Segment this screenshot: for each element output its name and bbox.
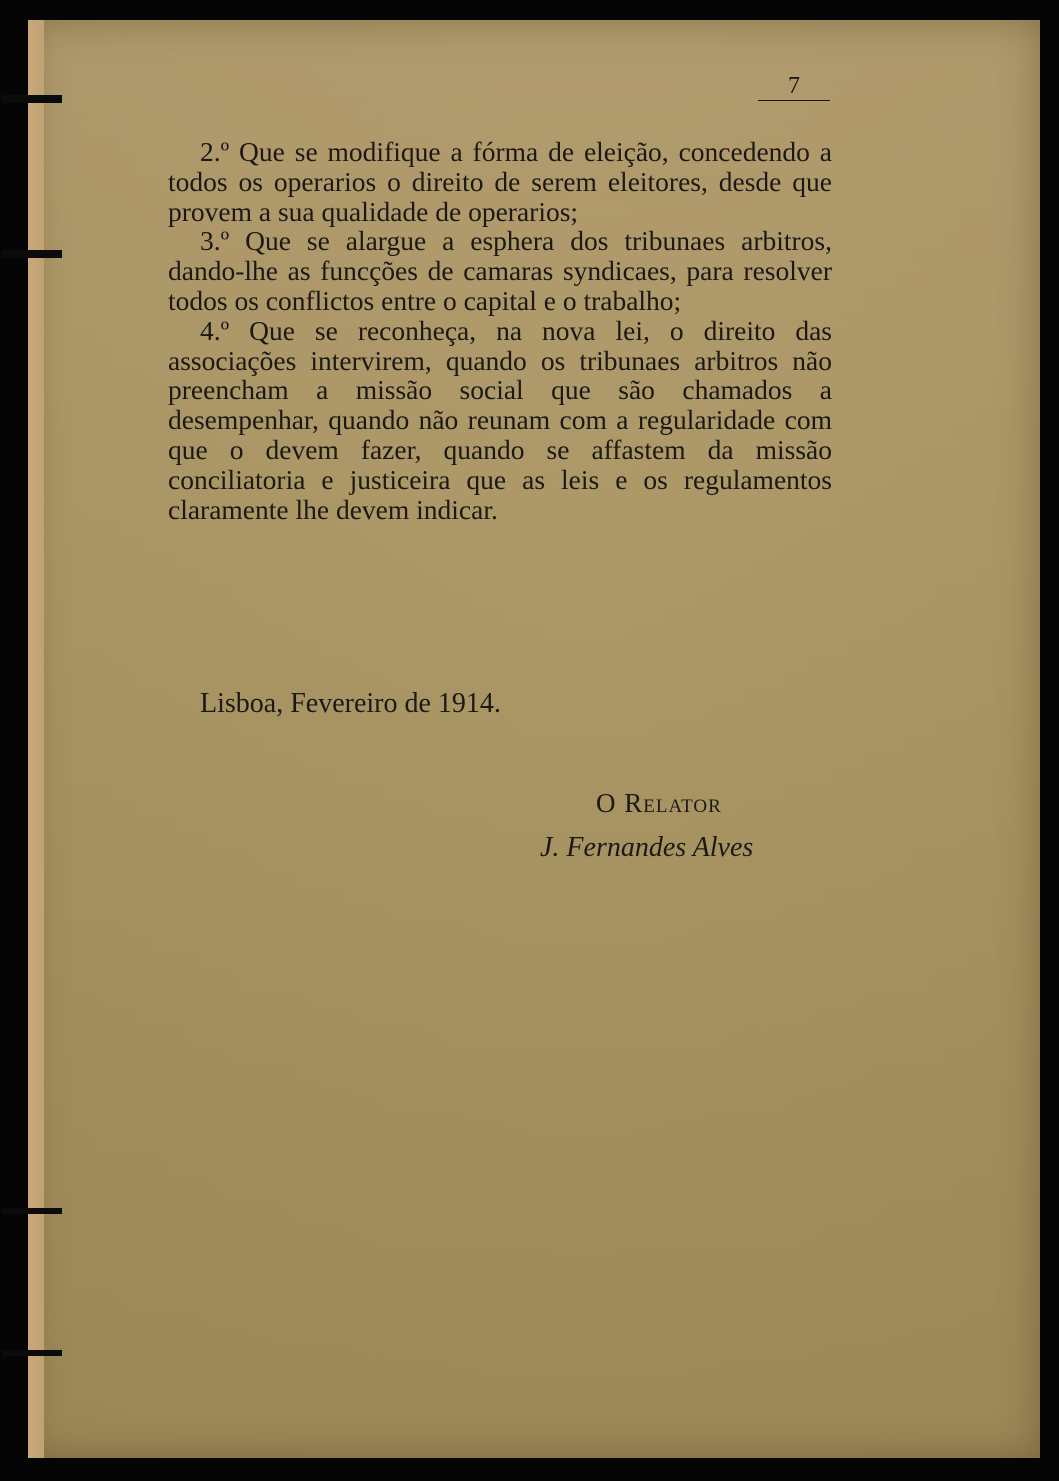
paragraph-item-4: 4.º Que se reconheça, na nova lei, o direito das associações intervirem, quando os tribunaes arbitros não preencham a missão social que são chamados a desempenhar, quando não reunam com a regularidade com que o devem fazer, quando se affastem da missão conciliatoria e justiceira que as leis e os regulamentos claramente lhe devem indicar. [168, 314, 832, 525]
paragraph-item-2: 2.º Que se modifique a fórma de eleição, concedendo a todos os operarios o direito de serem eleitores, desde que provem a sua qualidade de operarios; [168, 136, 832, 227]
page-number: 7 [758, 72, 830, 101]
paragraph-item-3: 3.º Que se alargue a esphera dos tribunaes arbitros, dando-lhe as funcções de camaras syndicaes, para resolver todos os conflictos entre o capital e o trabalho; [168, 225, 832, 316]
signature-role: O Relator [596, 788, 722, 818]
body-text [168, 137, 832, 524]
signature-name: J. Fernandes Alves [540, 832, 754, 863]
binding-edge [28, 20, 44, 1458]
binding-stitch-mark [2, 250, 62, 258]
binding-stitch-mark [2, 1208, 62, 1214]
binding-stitch-mark [2, 1350, 62, 1356]
dateline: Lisboa, Fevereiro de 1914. [200, 688, 501, 719]
binding-stitch-mark [2, 95, 62, 103]
paper-sheet [28, 20, 1040, 1458]
